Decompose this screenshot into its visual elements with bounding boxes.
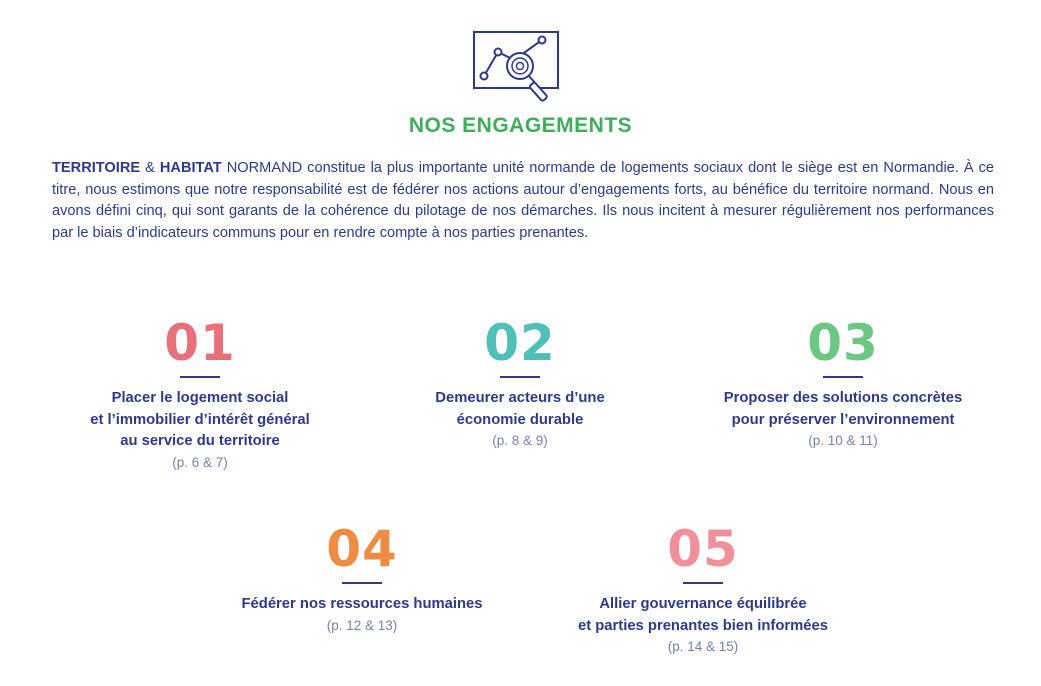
engagement-03 bbox=[683, 314, 1003, 451]
engagement-label: Proposer des solutions concrètes pour préserver l’environnement bbox=[723, 390, 963, 428]
engagement-label: Placer le logement social et l’immobilier d’intérêt général au service du territoire bbox=[90, 390, 310, 449]
engagement-number: 02 bbox=[484, 314, 556, 372]
engagement-05 bbox=[533, 520, 873, 657]
engagement-02 bbox=[370, 314, 670, 451]
chart-magnifier-icon bbox=[472, 30, 568, 108]
divider bbox=[342, 582, 382, 584]
engagement-number: 01 bbox=[164, 314, 236, 372]
engagement-pages: (p. 12 & 13) bbox=[326, 617, 398, 633]
engagement-pages: (p. 10 & 11) bbox=[808, 433, 878, 448]
engagement-pages: (p. 8 & 9) bbox=[492, 433, 548, 448]
divider bbox=[683, 582, 723, 584]
intro-paragraph bbox=[52, 158, 994, 244]
engagement-number: 03 bbox=[807, 314, 879, 372]
divider bbox=[180, 376, 220, 378]
brand-territoire: TERRITOIRE bbox=[52, 160, 141, 176]
brand-ampersand: & bbox=[140, 160, 160, 176]
engagement-number: 05 bbox=[667, 520, 739, 578]
engagement-label: Demeurer acteurs d’une économie durable bbox=[435, 390, 605, 428]
engagement-label: Fédérer nos ressources humaines bbox=[241, 596, 483, 612]
engagement-pages: (p. 14 & 15) bbox=[667, 639, 739, 654]
engagement-number: 04 bbox=[326, 520, 398, 578]
engagement-pages: (p. 6 & 7) bbox=[172, 454, 228, 470]
engagement-04 bbox=[212, 520, 512, 636]
page-title: NOS ENGAGEMENTS bbox=[408, 114, 633, 137]
engagement-01 bbox=[50, 314, 350, 473]
divider bbox=[500, 376, 540, 378]
brand-habitat: HABITAT bbox=[159, 160, 222, 176]
engagement-label: Allier gouvernance équilibrée et parties prenantes bien informées bbox=[578, 596, 828, 634]
intro-text: NORMAND constitue la plus importante unité normande de logements sociaux dont le siège est en Normandie. À ce titre, nous estimons que notre responsabilité est de fédérer nos actions autour d’engagements forts, au bénéfice du territoire normand. Nous en avons défini cinq, qui sont garants de la cohérence du pilotage de nos démarches. Ils nous incitent à mesurer régulièrement nos performances par le biais d’indicateurs communs pour en rendre compte à nos parties prenantes. bbox=[52, 160, 995, 241]
divider bbox=[823, 376, 863, 378]
